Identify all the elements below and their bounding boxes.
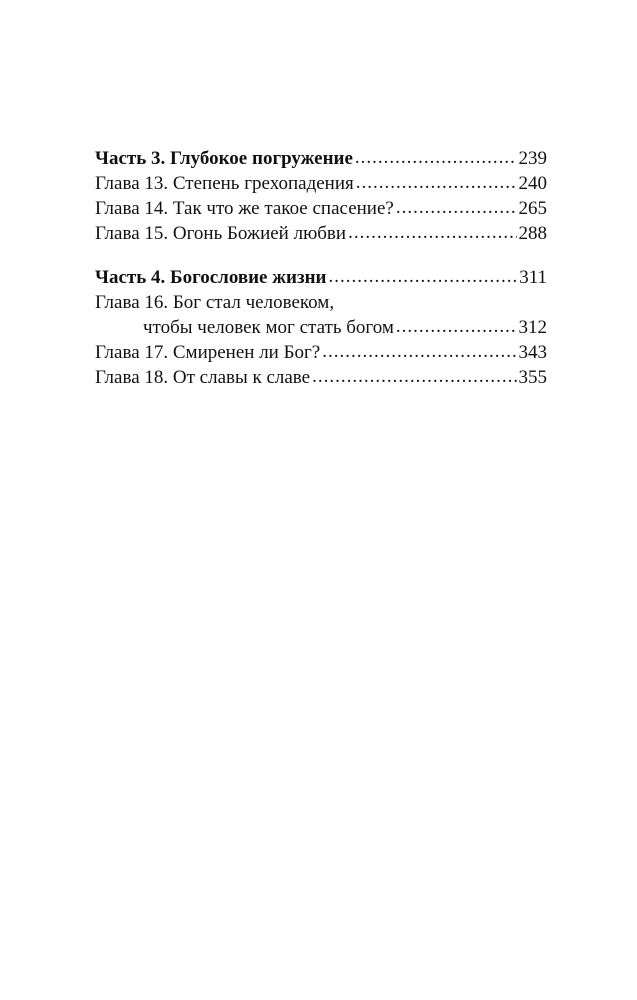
toc-page-number: 311 — [519, 267, 547, 288]
toc-chapter[interactable] — [95, 171, 547, 196]
toc-chapter-title: Глава 13. Степень грехопадения — [95, 173, 354, 194]
toc-chapter[interactable] — [95, 340, 547, 365]
toc-chapter-title-first-line[interactable]: Глава 16. Бог стал человеком, — [95, 292, 335, 313]
toc-page-number: 288 — [518, 223, 547, 244]
toc-part-title: Часть 3. Глубокое погружение — [95, 148, 353, 169]
toc-dot-leader — [322, 339, 516, 364]
toc-dot-leader — [348, 220, 516, 245]
toc-part-heading[interactable] — [95, 146, 547, 171]
toc-dot-leader — [396, 314, 517, 339]
toc-part-3 — [95, 146, 547, 246]
toc-part-title: Часть 4. Богословие жизни — [95, 267, 327, 288]
toc-page-number: 355 — [518, 367, 547, 388]
table-of-contents — [95, 146, 547, 409]
toc-page-number: 240 — [518, 173, 547, 194]
toc-chapter[interactable] — [95, 221, 547, 246]
toc-page-number: 265 — [518, 198, 547, 219]
toc-part-heading[interactable] — [95, 265, 547, 290]
toc-page-number: 343 — [518, 342, 547, 363]
toc-chapter-title-continuation: чтобы человек мог стать богом — [143, 317, 394, 338]
toc-chapter-title: Глава 18. От славы к славе — [95, 367, 311, 388]
toc-dot-leader — [312, 364, 516, 389]
toc-dot-leader — [356, 170, 517, 195]
toc-part-4 — [95, 265, 547, 390]
toc-dot-leader — [396, 195, 517, 220]
toc-chapter-title: Глава 15. Огонь Божией любви — [95, 223, 347, 244]
toc-dot-leader — [355, 145, 517, 170]
toc-chapter-title: Глава 14. Так что же такое спасение? — [95, 198, 394, 219]
toc-chapter-title: Глава 17. Смиренен ли Бог? — [95, 342, 321, 363]
toc-chapter[interactable] — [95, 315, 547, 340]
toc-page-number: 239 — [518, 148, 547, 169]
toc-dot-leader — [329, 264, 518, 289]
toc-page-number: 312 — [518, 317, 547, 338]
toc-chapter[interactable] — [95, 196, 547, 221]
toc-chapter[interactable] — [95, 365, 547, 390]
